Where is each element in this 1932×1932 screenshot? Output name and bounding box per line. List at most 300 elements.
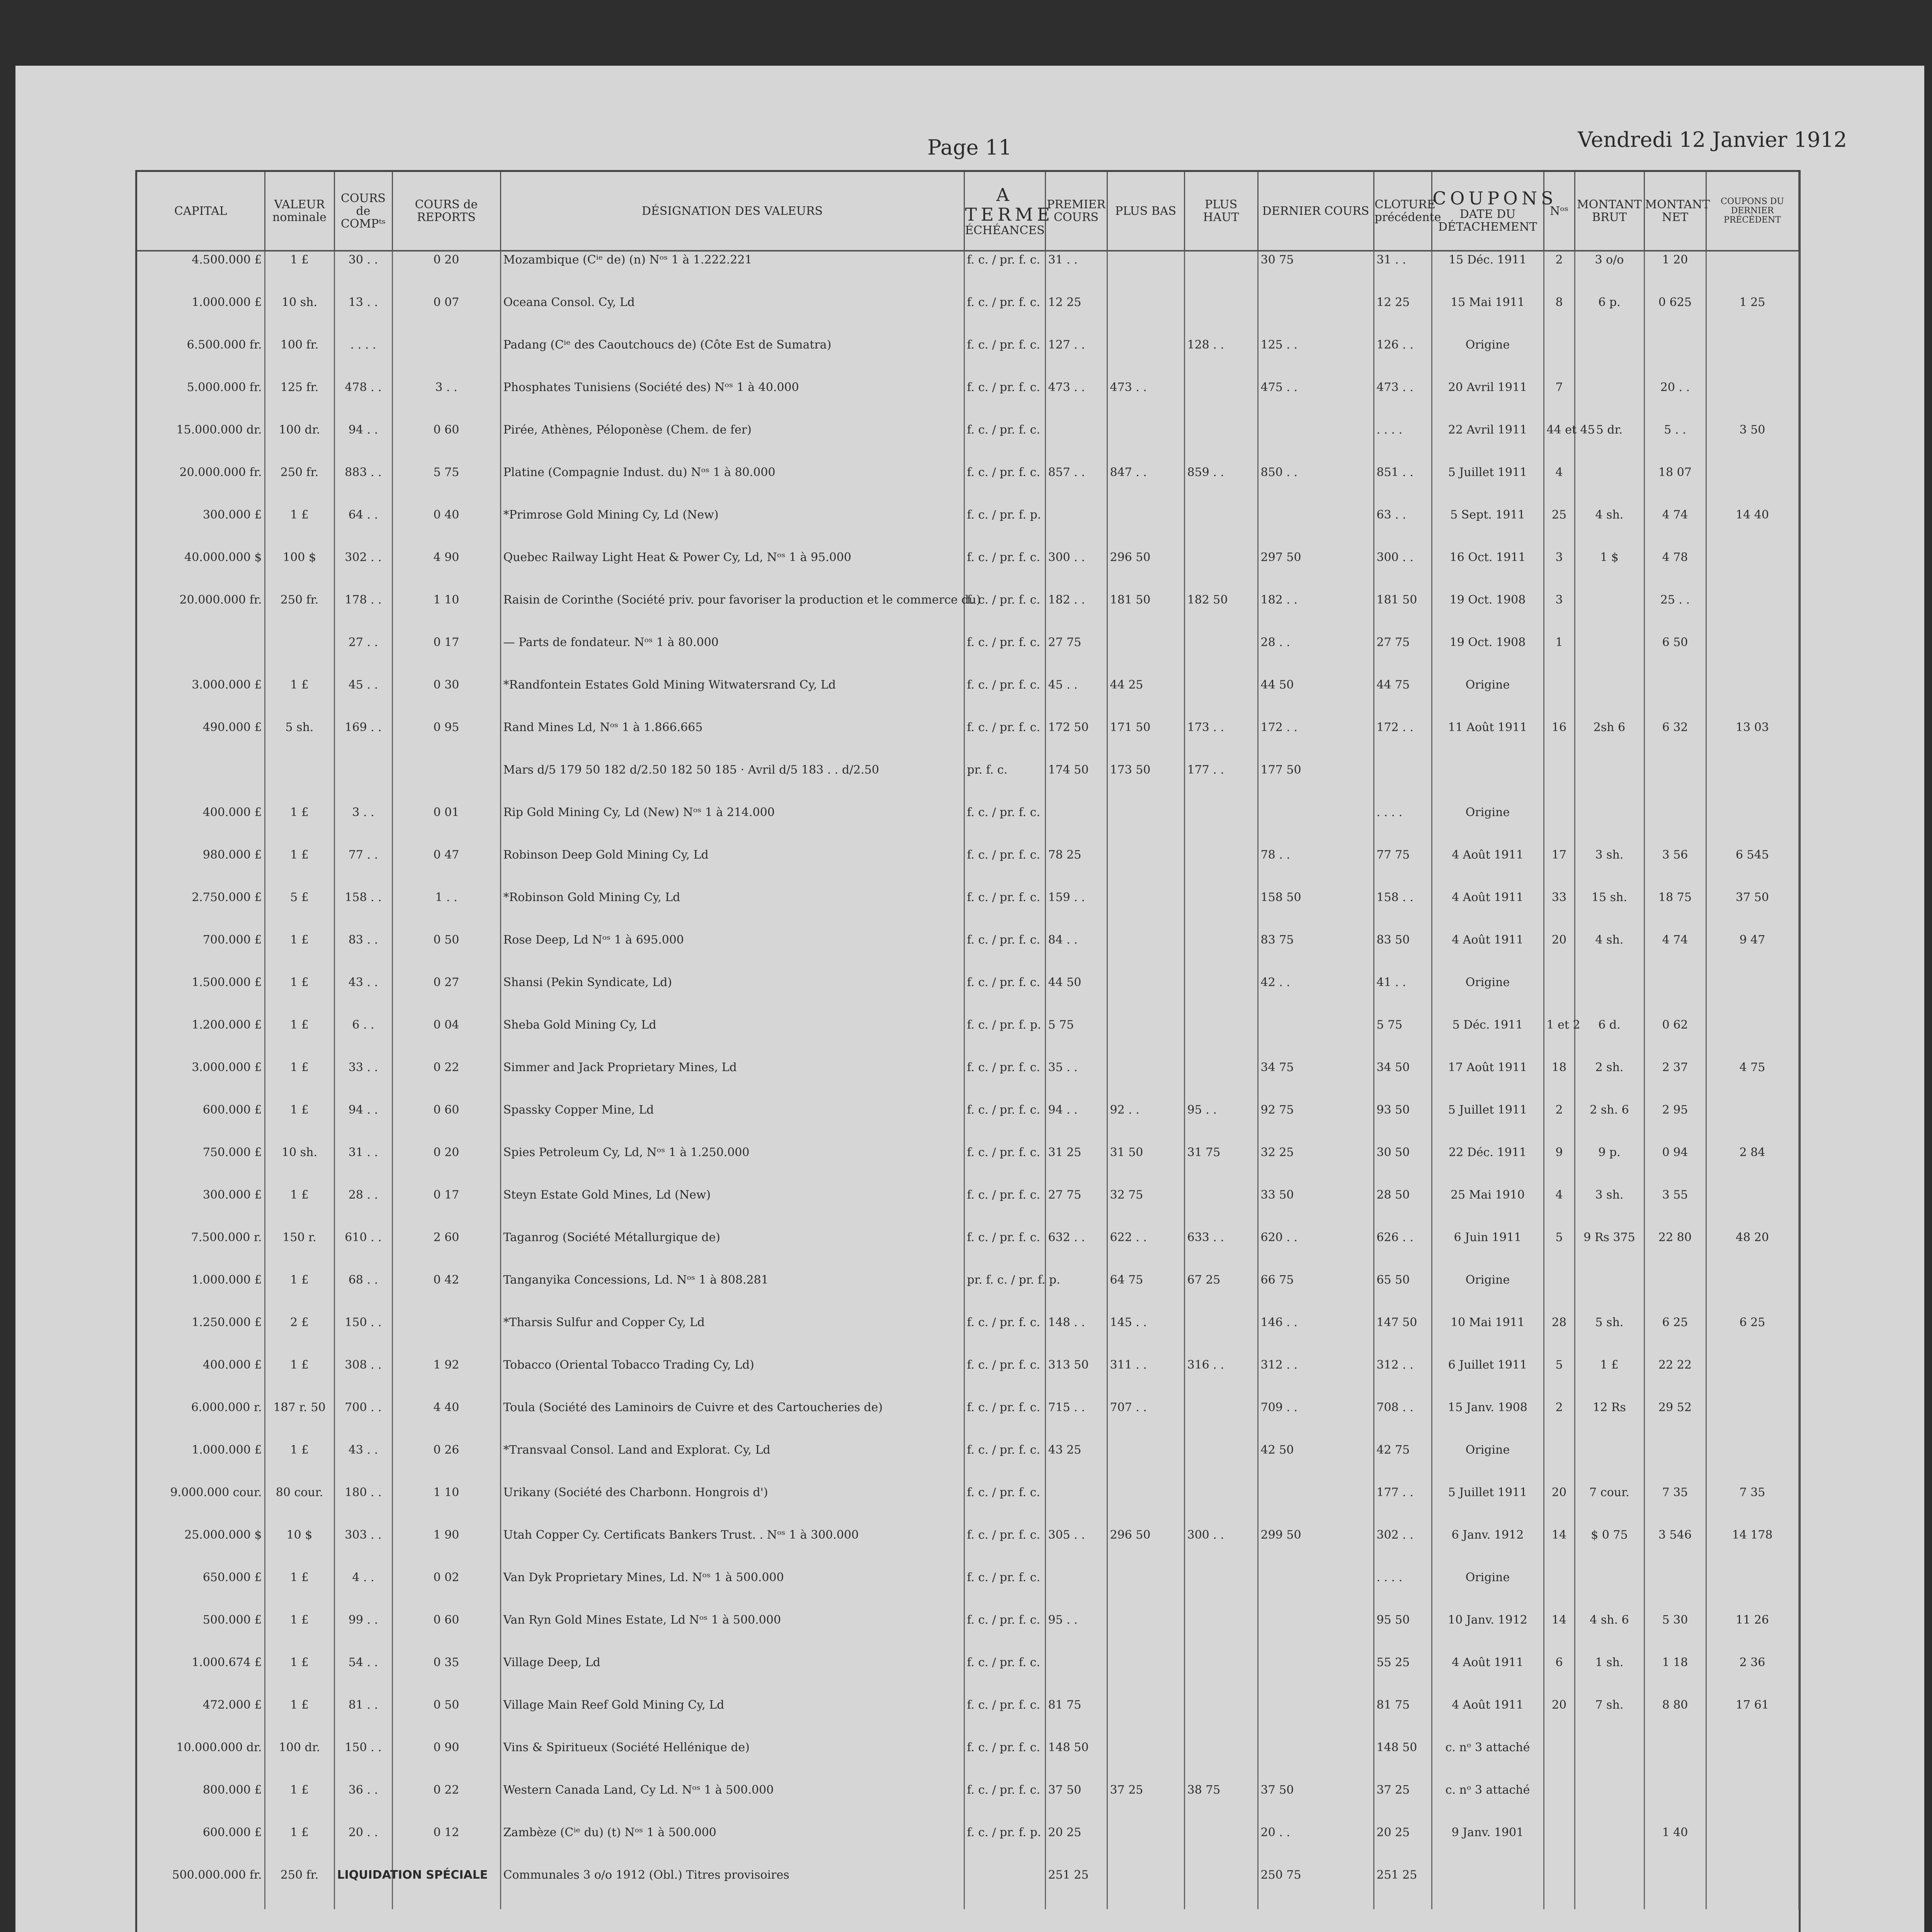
cell-des: Tanganyika Concessions, Ld. Nᵒˢ 1 à 808.281	[500, 1272, 964, 1314]
cell-haut: 95 . .	[1184, 1102, 1258, 1144]
cell-des: Van Dyk Proprietary Mines, Ld. Nᵒˢ 1 à 500.000	[500, 1569, 964, 1612]
cell-val	[265, 634, 334, 677]
cell-haut: 173 . .	[1184, 719, 1258, 762]
cell-cap: 40.000.000 $	[137, 549, 265, 592]
cell-prec: 1 25	[1706, 294, 1799, 337]
cell-cap: 20.000.000 fr.	[137, 464, 265, 507]
cell-haut	[1184, 1484, 1258, 1527]
cell-dern	[1258, 1569, 1374, 1612]
cell-val: 2 £	[265, 1314, 334, 1357]
cell-brut	[1575, 634, 1644, 677]
cell-clot: 20 25	[1374, 1824, 1432, 1867]
cell-des: *Randfontein Estates Gold Mining Witwatersrand Cy, Ld	[500, 677, 964, 719]
cell-haut	[1184, 847, 1258, 889]
cell-clot: 81 75	[1374, 1697, 1432, 1739]
cell-date: 19 Oct. 1908	[1432, 592, 1544, 634]
cell-bas: 92 . .	[1107, 1102, 1184, 1144]
cell-des: Village Deep, Ld	[500, 1654, 964, 1697]
cell-date: 6 Janv. 1912	[1432, 1527, 1544, 1569]
cell-no: 20	[1544, 1484, 1575, 1527]
cell-no: 7	[1544, 379, 1575, 422]
cell-ech: f. c. / pr. f. c.	[964, 549, 1045, 592]
cell-dern	[1258, 1484, 1374, 1527]
cell-no: 44 et 45	[1544, 422, 1575, 464]
cell-des: Simmer and Jack Proprietary Mines, Ld	[500, 1059, 964, 1102]
cell-cours: 610 . .	[334, 1229, 392, 1272]
col-cours: COURS de COMPᵗˢ	[334, 172, 392, 251]
cell-bas	[1107, 1824, 1184, 1867]
cell-des: Tobacco (Oriental Tobacco Trading Cy, Ld)	[500, 1357, 964, 1399]
cell-cap: 9.000.000 cour.	[137, 1484, 265, 1527]
cell-prec	[1706, 634, 1799, 677]
cell-val: 1 £	[265, 1824, 334, 1867]
cell-date: 17 Août 1911	[1432, 1059, 1544, 1102]
cell-prec	[1706, 1187, 1799, 1229]
cell-ech: f. c. / pr. f. c.	[964, 1442, 1045, 1484]
cell-prec: 9 47	[1706, 932, 1799, 974]
cell-brut	[1575, 974, 1644, 1017]
cell-rep: 4 90	[392, 549, 500, 592]
cell-ech: f. c. / pr. f. p.	[964, 507, 1045, 549]
cell-rep: 0 04	[392, 1017, 500, 1059]
cell-val: 150 r.	[265, 1229, 334, 1272]
cell-date: Origine	[1432, 1272, 1544, 1314]
cell-net: 0 94	[1644, 1144, 1706, 1187]
col-date-detachement: COUPONS DATE DU DÉTACHEMENT	[1432, 172, 1544, 251]
quotation-frame	[135, 170, 1801, 1932]
cell-cap: 800.000 £	[137, 1782, 265, 1824]
cell-rep: 0 40	[392, 507, 500, 549]
cell-ech: f. c. / pr. f. c.	[964, 847, 1045, 889]
cell-prem: 31 25	[1045, 1144, 1107, 1187]
cell-bas: 311 . .	[1107, 1357, 1184, 1399]
cell-bas	[1107, 1739, 1184, 1782]
cell-haut	[1184, 379, 1258, 422]
cell-net: 22 22	[1644, 1357, 1706, 1399]
cell-brut: 7 cour.	[1575, 1484, 1644, 1527]
table-row	[137, 719, 1799, 762]
cell-dern: 32 25	[1258, 1144, 1374, 1187]
cell-val: 1 £	[265, 1697, 334, 1739]
cell-prem: 127 . .	[1045, 337, 1107, 379]
cell-rep: 0 02	[392, 1569, 500, 1612]
cell-brut: 7 sh.	[1575, 1697, 1644, 1739]
cell-des: Village Main Reef Gold Mining Cy, Ld	[500, 1697, 964, 1739]
cell-cap: 1.000.674 £	[137, 1654, 265, 1697]
cell-des: Zambèze (Cⁱᵉ du) (t) Nᵒˢ 1 à 500.000	[500, 1824, 964, 1867]
cell-net: 22 80	[1644, 1229, 1706, 1272]
cell-bas	[1107, 1612, 1184, 1654]
cell-cours: 99 . .	[334, 1612, 392, 1654]
table-row	[137, 1017, 1799, 1059]
cell-des: Rip Gold Mining Cy, Ld (New) Nᵒˢ 1 à 214.000	[500, 804, 964, 847]
cell-cap: 5.000.000 fr.	[137, 379, 265, 422]
cell-haut	[1184, 1867, 1258, 1909]
table-row	[137, 804, 1799, 847]
cell-prem: 857 . .	[1045, 464, 1107, 507]
table-row	[137, 1824, 1799, 1867]
cell-prem: 78 25	[1045, 847, 1107, 889]
cell-rep: 0 35	[392, 1654, 500, 1697]
cell-no: 17	[1544, 847, 1575, 889]
cell-brut	[1575, 804, 1644, 847]
cell-prem: 45 . .	[1045, 677, 1107, 719]
cell-val: 1 £	[265, 974, 334, 1017]
col-capital: CAPITAL	[137, 172, 265, 251]
cell-dern: 66 75	[1258, 1272, 1374, 1314]
cell-brut	[1575, 1569, 1644, 1612]
cell-cours: 302 . .	[334, 549, 392, 592]
cell-net	[1644, 974, 1706, 1017]
cell-prem: 5 75	[1045, 1017, 1107, 1059]
cell-no: 3	[1544, 549, 1575, 592]
cell-val: 1 £	[265, 1612, 334, 1654]
cell-des: Spassky Copper Mine, Ld	[500, 1102, 964, 1144]
cell-prec: 17 61	[1706, 1697, 1799, 1739]
cell-clot: 37 25	[1374, 1782, 1432, 1824]
cell-ech: f. c. / pr. f. c.	[964, 634, 1045, 677]
cell-ech: f. c. / pr. f. c.	[964, 422, 1045, 464]
cell-rep: 1 90	[392, 1527, 500, 1569]
table-row	[137, 422, 1799, 464]
cell-cours: 180 . .	[334, 1484, 392, 1527]
cell-no: 33	[1544, 889, 1575, 932]
cell-prec: 6 545	[1706, 847, 1799, 889]
cell-no: 14	[1544, 1612, 1575, 1654]
cell-cours: 478 . .	[334, 379, 392, 422]
cell-val: 1 £	[265, 677, 334, 719]
cell-des: Vins & Spiritueux (Société Hellénique de)	[500, 1739, 964, 1782]
cell-prec	[1706, 1357, 1799, 1399]
cell-prec	[1706, 1102, 1799, 1144]
cell-val: 1 £	[265, 847, 334, 889]
cell-dern: 33 50	[1258, 1187, 1374, 1229]
cell-prem: 27 75	[1045, 1187, 1107, 1229]
cell-prec	[1706, 337, 1799, 379]
cell-rep: 4 40	[392, 1399, 500, 1442]
cell-cap: 1.200.000 £	[137, 1017, 265, 1059]
cell-date: 10 Janv. 1912	[1432, 1612, 1544, 1654]
cell-cours: 150 . .	[334, 1314, 392, 1357]
cell-haut	[1184, 1654, 1258, 1697]
cell-prem: 715 . .	[1045, 1399, 1107, 1442]
cell-no: 16	[1544, 719, 1575, 762]
cell-des: Western Canada Land, Cy Ld. Nᵒˢ 1 à 500.000	[500, 1782, 964, 1824]
cell-bas: 296 50	[1107, 1527, 1184, 1569]
cell-date: 4 Août 1911	[1432, 847, 1544, 889]
cell-dern: 850 . .	[1258, 464, 1374, 507]
cell-clot: 65 50	[1374, 1272, 1432, 1314]
cell-val: 5 sh.	[265, 719, 334, 762]
cell-clot: 147 50	[1374, 1314, 1432, 1357]
cell-val: 80 cour.	[265, 1484, 334, 1527]
cell-dern: 620 . .	[1258, 1229, 1374, 1272]
table-row	[137, 974, 1799, 1017]
cell-clot: 312 . .	[1374, 1357, 1432, 1399]
col-reports: COURS de REPORTS	[392, 172, 500, 251]
cell-net: 4 78	[1644, 549, 1706, 592]
cell-cap: 500.000 £	[137, 1612, 265, 1654]
cell-clot: 28 50	[1374, 1187, 1432, 1229]
cell-dern: 28 . .	[1258, 634, 1374, 677]
cell-prec	[1706, 974, 1799, 1017]
cell-haut	[1184, 889, 1258, 932]
cell-rep: 0 20	[392, 251, 500, 294]
cell-val: 1 £	[265, 1059, 334, 1102]
cell-brut	[1575, 1867, 1644, 1909]
cell-prem: 27 75	[1045, 634, 1107, 677]
cell-date: Origine	[1432, 974, 1544, 1017]
table-row	[137, 1059, 1799, 1102]
cell-brut: 12 Rs	[1575, 1399, 1644, 1442]
cell-brut: 3 o/o	[1575, 251, 1644, 294]
cell-dern: 709 . .	[1258, 1399, 1374, 1442]
cell-rep: 1 92	[392, 1357, 500, 1399]
cell-clot: 41 . .	[1374, 974, 1432, 1017]
cell-net	[1644, 1782, 1706, 1824]
cell-bas	[1107, 1867, 1184, 1909]
cell-brut	[1575, 337, 1644, 379]
cell-cap: 20.000.000 fr.	[137, 592, 265, 634]
cell-bas	[1107, 1017, 1184, 1059]
cell-haut	[1184, 1187, 1258, 1229]
cell-dern	[1258, 1612, 1374, 1654]
cell-clot: 95 50	[1374, 1612, 1432, 1654]
col-echeances: A TERME ÉCHÉANCES	[964, 172, 1045, 251]
cell-prec	[1706, 804, 1799, 847]
cell-rep: 2 60	[392, 1229, 500, 1272]
cell-val: 10 sh.	[265, 1144, 334, 1187]
cell-val: 1 £	[265, 1017, 334, 1059]
cell-dern	[1258, 1654, 1374, 1697]
cell-val: 100 $	[265, 549, 334, 592]
cell-dern	[1258, 804, 1374, 847]
cell-des: Raisin de Corinthe (Société priv. pour favoriser la production et le commerce du)	[500, 592, 964, 634]
cell-no: 2	[1544, 1102, 1575, 1144]
cell-clot: . . . .	[1374, 804, 1432, 847]
cell-des: Toula (Société des Laminoirs de Cuivre et des Cartoucheries de)	[500, 1399, 964, 1442]
cell-haut	[1184, 1739, 1258, 1782]
cell-date: Origine	[1432, 337, 1544, 379]
cell-brut: 2sh 6	[1575, 719, 1644, 762]
table-row	[137, 379, 1799, 422]
cell-brut	[1575, 379, 1644, 422]
cell-brut: 4 sh.	[1575, 932, 1644, 974]
cell-cours: 36 . .	[334, 1782, 392, 1824]
cell-date: 10 Mai 1911	[1432, 1314, 1544, 1357]
cell-cap: 1.250.000 £	[137, 1314, 265, 1357]
cell-date: 22 Déc. 1911	[1432, 1144, 1544, 1187]
cell-dern	[1258, 507, 1374, 549]
cell-ech: f. c. / pr. f. c.	[964, 1739, 1045, 1782]
cell-no: 20	[1544, 932, 1575, 974]
cell-ech: f. c. / pr. f. c.	[964, 1314, 1045, 1357]
cell-prec	[1706, 549, 1799, 592]
cell-cap	[137, 762, 265, 804]
table-row	[137, 549, 1799, 592]
cell-prem	[1045, 804, 1107, 847]
cell-clot: 44 75	[1374, 677, 1432, 719]
cell-net: 4 74	[1644, 507, 1706, 549]
cell-date: Origine	[1432, 1569, 1544, 1612]
cell-prem	[1045, 422, 1107, 464]
cell-ech: f. c. / pr. f. c.	[964, 337, 1045, 379]
coupons-heading: COUPONS	[1432, 187, 1557, 209]
cell-haut	[1184, 974, 1258, 1017]
cell-prec	[1706, 379, 1799, 422]
cell-dern: 44 50	[1258, 677, 1374, 719]
cell-dern: 182 . .	[1258, 592, 1374, 634]
cell-des: Rose Deep, Ld Nᵒˢ 1 à 695.000	[500, 932, 964, 974]
cell-bas	[1107, 507, 1184, 549]
table-row	[137, 1187, 1799, 1229]
cell-date: 15 Mai 1911	[1432, 294, 1544, 337]
cell-bas: 707 . .	[1107, 1399, 1184, 1442]
cell-cours: 303 . .	[334, 1527, 392, 1569]
cell-cours: 178 . .	[334, 592, 392, 634]
cell-dern: 297 50	[1258, 549, 1374, 592]
cell-dern	[1258, 1017, 1374, 1059]
cell-dern	[1258, 1697, 1374, 1739]
cell-des: Phosphates Tunisiens (Société des) Nᵒˢ 1 à 40.000	[500, 379, 964, 422]
cell-date: 6 Juin 1911	[1432, 1229, 1544, 1272]
cell-des: — Parts de fondateur. Nᵒˢ 1 à 80.000	[500, 634, 964, 677]
cell-des: Van Ryn Gold Mines Estate, Ld Nᵒˢ 1 à 500.000	[500, 1612, 964, 1654]
cell-brut	[1575, 464, 1644, 507]
cell-bas	[1107, 422, 1184, 464]
cell-haut: 128 . .	[1184, 337, 1258, 379]
cell-bas: 847 . .	[1107, 464, 1184, 507]
cell-haut	[1184, 1442, 1258, 1484]
cell-clot: 251 25	[1374, 1867, 1432, 1909]
cell-rep: 0 01	[392, 804, 500, 847]
cell-ech: f. c. / pr. f. c.	[964, 804, 1045, 847]
cell-prem: 251 25	[1045, 1867, 1107, 1909]
cell-date: 15 Déc. 1911	[1432, 251, 1544, 294]
cell-prec	[1706, 1442, 1799, 1484]
cell-no	[1544, 974, 1575, 1017]
cell-haut: 300 . .	[1184, 1527, 1258, 1569]
cell-haut	[1184, 422, 1258, 464]
cell-dern: 83 75	[1258, 932, 1374, 974]
cell-cap: 472.000 £	[137, 1697, 265, 1739]
cell-no: 18	[1544, 1059, 1575, 1102]
cell-des: Mars d/5 179 50 182 d/2.50 182 50 185 · Avril d/5 183 . . d/2.50	[500, 762, 964, 804]
cell-cours: 4 . .	[334, 1569, 392, 1612]
cell-brut: 5 dr.	[1575, 422, 1644, 464]
cell-haut	[1184, 1697, 1258, 1739]
cell-dern: 475 . .	[1258, 379, 1374, 422]
cell-des: Oceana Consol. Cy, Ld	[500, 294, 964, 337]
cell-bas	[1107, 1059, 1184, 1102]
header-row	[137, 172, 1799, 251]
cell-bas: 173 50	[1107, 762, 1184, 804]
cell-rep: 0 42	[392, 1272, 500, 1314]
cell-cours: 94 . .	[334, 1102, 392, 1144]
cell-ech: pr. f. c.	[964, 762, 1045, 804]
col-dernier: DERNIER COURS	[1258, 172, 1374, 251]
cell-bas	[1107, 294, 1184, 337]
cell-prem: 12 25	[1045, 294, 1107, 337]
cell-cours: 700 . .	[334, 1399, 392, 1442]
cell-ech: pr. f. c. / pr. f. p.	[964, 1272, 1045, 1314]
cell-date: 4 Août 1911	[1432, 889, 1544, 932]
cell-clot: . . . .	[1374, 1569, 1432, 1612]
cell-bas	[1107, 1697, 1184, 1739]
cell-haut: 177 . .	[1184, 762, 1258, 804]
table-row	[137, 1569, 1799, 1612]
table-row	[137, 1229, 1799, 1272]
cell-rep: 0 22	[392, 1059, 500, 1102]
table-row	[137, 337, 1799, 379]
cell-bas: 32 75	[1107, 1187, 1184, 1229]
cell-no: 25	[1544, 507, 1575, 549]
cell-date: 5 Juillet 1911	[1432, 1484, 1544, 1527]
cell-cours: 27 . .	[334, 634, 392, 677]
cell-cours: 77 . .	[334, 847, 392, 889]
col-net: MONTANT NET	[1644, 172, 1706, 251]
cell-rep: 0 26	[392, 1442, 500, 1484]
cell-des: Platine (Compagnie Indust. du) Nᵒˢ 1 à 80.000	[500, 464, 964, 507]
cell-no	[1544, 1824, 1575, 1867]
cell-rep: 0 60	[392, 1102, 500, 1144]
cell-date: Origine	[1432, 677, 1544, 719]
cell-cours: 20 . .	[334, 1824, 392, 1867]
cell-prec: 7 35	[1706, 1484, 1799, 1527]
cell-cours: 81 . .	[334, 1697, 392, 1739]
table-row	[137, 1867, 1799, 1909]
cell-ech: f. c. / pr. f. c.	[964, 932, 1045, 974]
cell-prec	[1706, 1867, 1799, 1909]
cell-prec	[1706, 251, 1799, 294]
cell-cap: 300.000 £	[137, 507, 265, 549]
cell-cap: 980.000 £	[137, 847, 265, 889]
cell-bas	[1107, 337, 1184, 379]
cell-haut	[1184, 251, 1258, 294]
cell-val: 1 £	[265, 1782, 334, 1824]
cell-des: *Tharsis Sulfur and Copper Cy, Ld	[500, 1314, 964, 1357]
cell-brut	[1575, 677, 1644, 719]
cell-prem: 81 75	[1045, 1697, 1107, 1739]
cell-ech: f. c. / pr. f. c.	[964, 1654, 1045, 1697]
cell-bas	[1107, 634, 1184, 677]
cell-cours: 94 . .	[334, 422, 392, 464]
cell-prem: 20 25	[1045, 1824, 1107, 1867]
cell-no	[1544, 762, 1575, 804]
cell-clot: 302 . .	[1374, 1527, 1432, 1569]
cell-bas	[1107, 804, 1184, 847]
cell-ech: f. c. / pr. f. c.	[964, 464, 1045, 507]
page-number: Page 11	[927, 135, 1012, 160]
cell-no: 5	[1544, 1229, 1575, 1272]
col-no: Nᵒˢ	[1544, 172, 1575, 251]
cell-clot: 158 . .	[1374, 889, 1432, 932]
cell-val: 1 £	[265, 1187, 334, 1229]
cell-dern: 37 50	[1258, 1782, 1374, 1824]
cell-ech: f. c. / pr. f. c.	[964, 1569, 1045, 1612]
cell-prem	[1045, 1654, 1107, 1697]
cell-prem: 37 50	[1045, 1782, 1107, 1824]
cell-ech: f. c. / pr. f. c.	[964, 1144, 1045, 1187]
cell-ech: f. c. / pr. f. c.	[964, 379, 1045, 422]
cell-cours: 30 . .	[334, 251, 392, 294]
cell-no: 2	[1544, 251, 1575, 294]
cell-ech: f. c. / pr. f. c.	[964, 889, 1045, 932]
cell-clot: 5 75	[1374, 1017, 1432, 1059]
cell-brut: 5 sh.	[1575, 1314, 1644, 1357]
cell-ech: f. c. / pr. f. c.	[964, 1102, 1045, 1144]
cell-net: 0 625	[1644, 294, 1706, 337]
